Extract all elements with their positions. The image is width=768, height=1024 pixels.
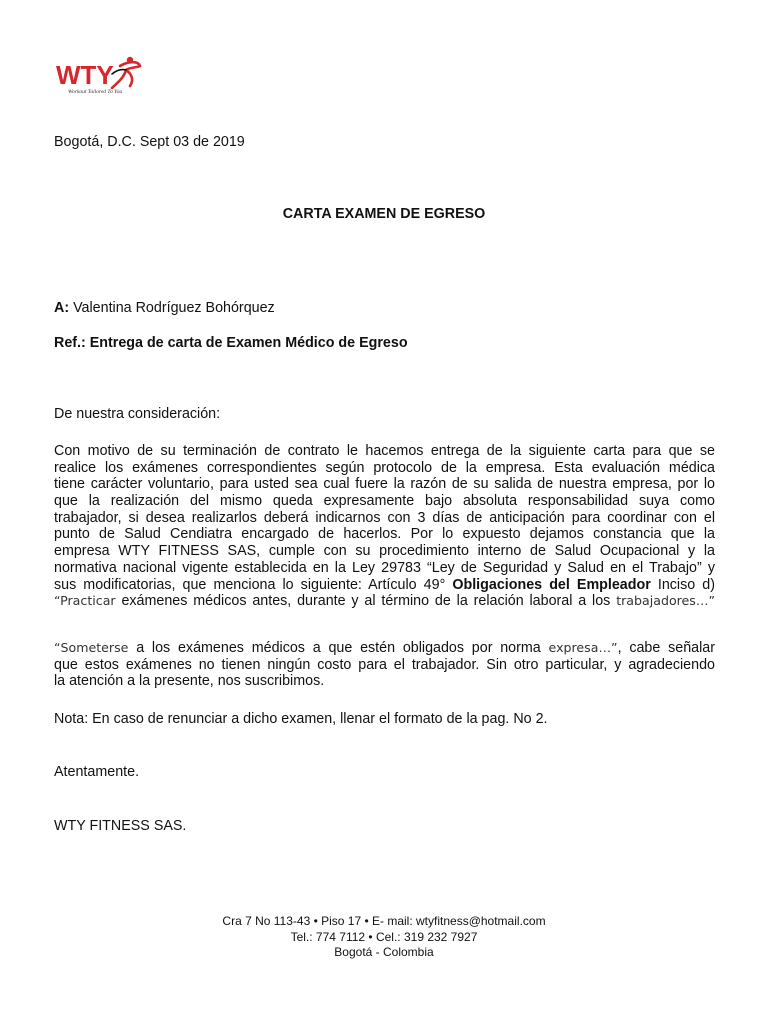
paragraph-line: empresa WTY FITNESS SAS, cumple con su procedimiento interno de Salud Ocupacional y la [54, 543, 715, 560]
article-reference: sus modificatorias, que menciona lo siguiente: Artículo 49° [54, 576, 446, 593]
article-clause: Inciso d) [657, 576, 715, 593]
paragraph-line [54, 577, 715, 594]
paragraph-line [54, 640, 715, 657]
paragraph-line: Con motivo de su terminación de contrato le hacemos entrega de la siguiente carta para que se [54, 443, 715, 459]
paragraph-line: realice los exámenes correspondientes según protocolo de la empresa. Esta evaluación médica [54, 459, 715, 476]
closing: Atentamente. [54, 764, 140, 780]
conjunction: y [707, 559, 715, 576]
law-name: “Ley de Seguridad y Salud en el Trabajo” [427, 559, 702, 576]
paragraph-line: que estos exámenes no tienen ningún costo para el trabajador. Sin otro particular, y agradeciendo [54, 656, 715, 673]
paragraph-line: trabajador, si desea realizarlos deberá indicarnos con 3 días de anticipación para coordinar con el [54, 509, 715, 526]
signature: WTY FITNESS SAS. [54, 818, 187, 834]
law-reference: normativa nacional vigente establecida en la Ley 29783 [54, 559, 421, 576]
paragraph-line: la atención a la presente, nos suscribimos. [54, 673, 325, 690]
body-paragraph-1 [54, 443, 715, 610]
recipient-name: Valentina Rodríguez Bohórquez [73, 300, 275, 316]
footer-address: Cra 7 No 113-43 • Piso 17 • E- mail: wtyfitness@hotmail.com [222, 914, 546, 928]
paragraph-line [54, 593, 715, 610]
quote-start: “Practicar [54, 593, 116, 609]
logo-text: WTY [56, 60, 114, 90]
note: Nota: En caso de renunciar a dicho examen, llenar el formato de la pag. No 2. [54, 711, 548, 727]
paragraph-line: que la realización del mismo queda expresamente bajo absoluta responsabilidad suya como [54, 493, 715, 510]
letter-title: CARTA EXAMEN DE EGRESO [282, 206, 486, 222]
recipient-label: A: [54, 300, 70, 316]
quote-end: trabajadores…” [616, 593, 715, 609]
logo-tagline: Workout Tailored To You [68, 89, 123, 95]
greeting: De nuestra consideración: [54, 406, 221, 422]
paragraph-line: tiene carácter voluntario, para usted sea cual fuere la razón de su salida de nuestra empresa, por lo [54, 476, 715, 493]
article-title: Obligaciones del Empleador [452, 576, 651, 593]
quote-end: expresa…” [548, 640, 618, 655]
recipient-line [54, 300, 275, 316]
letter-date: Bogotá, D.C. Sept 03 de 2019 [54, 134, 245, 150]
quote-body: a los exámenes médicos a que estén obligados por norma [136, 640, 541, 656]
footer-phones: Tel.: 774 7112 • Cel.: 319 232 7927 [290, 929, 478, 944]
reference-line: Ref.: Entrega de carta de Examen Médico de Egreso [54, 335, 408, 351]
footer-city: Bogotá - Colombia [334, 945, 434, 959]
footer [0, 914, 768, 961]
quote-body: exámenes médicos antes, durante y al término de la relación laboral a los [121, 593, 611, 610]
body-paragraph-2 [54, 640, 715, 690]
quote-start: “Someterse [54, 640, 129, 655]
sentence-continuation: , cabe señalar [617, 640, 715, 656]
paragraph-line: punto de Salud Cendiatra encargado de hacerlos. Por lo expuesto dejamos constancia que la [54, 526, 715, 543]
paragraph-line [54, 560, 715, 577]
